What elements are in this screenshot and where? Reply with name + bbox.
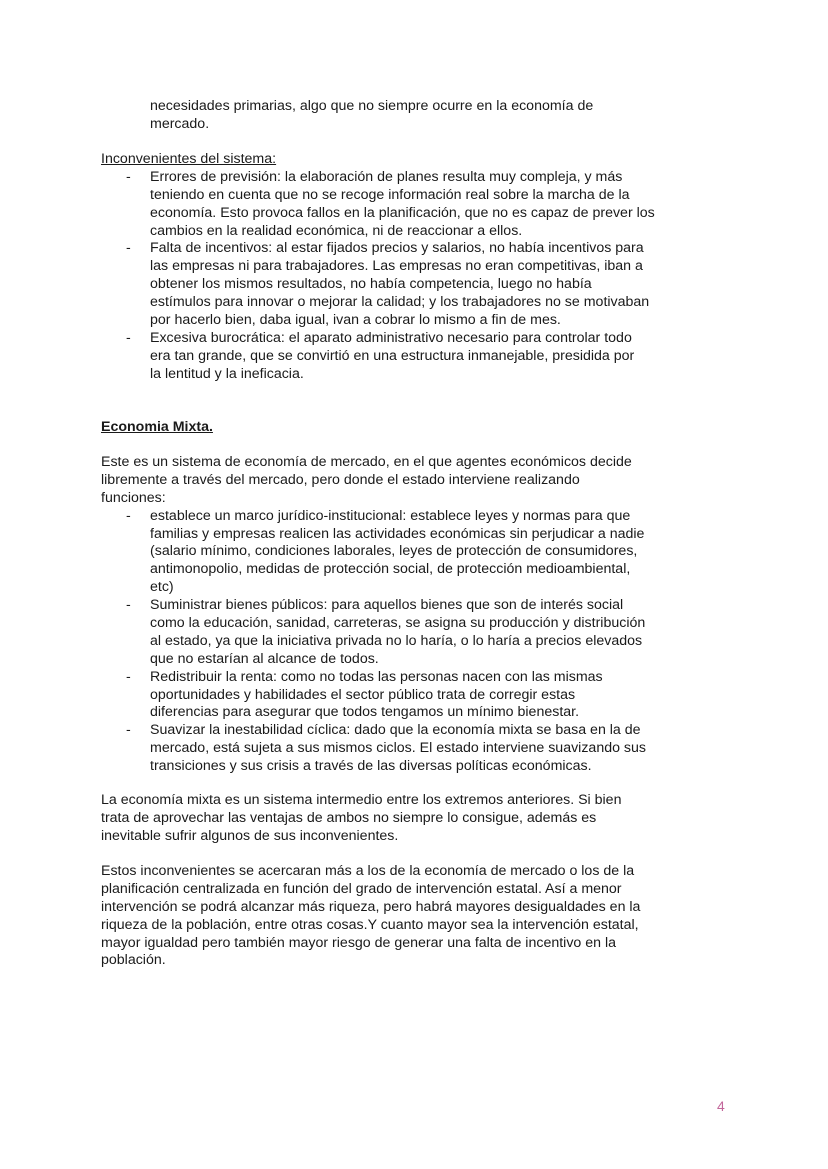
page-number: 4: [717, 1098, 725, 1114]
text-line: las empresas ni para trabajadores. Las empresas no eran competitivas, iban a: [150, 258, 643, 275]
paragraph-lines: [101, 863, 640, 970]
text-line: La economía mixta es un sistema intermedio entre los extremos anteriores. Si bien: [101, 792, 622, 808]
bullet-dash-icon: -: [126, 507, 131, 524]
list-item: [101, 330, 655, 384]
text-line: la lentitud y la ineficacia.: [150, 365, 304, 382]
text-line: riqueza de la población, entre otras cosas.Y cuanto mayor sea la intervención estatal,: [101, 916, 639, 933]
text-line: antimonopolio, medidas de protección social, de protección medioambiental,: [150, 561, 631, 578]
text-line: Excesiva burocrática: el aparato administrativo necesario para controlar todo: [150, 329, 632, 346]
list-item: [101, 508, 646, 597]
list-item: [101, 169, 655, 241]
bullet-list: [101, 508, 646, 776]
inconvenientes-section: [101, 151, 655, 384]
bullet-dash-icon: -: [126, 168, 131, 185]
bullet-dash-icon: -: [126, 329, 131, 346]
text-line: Este es un sistema de economía de mercado, en el que agentes económicos decide: [101, 454, 632, 470]
text-line: inevitable sufrir algunos de sus inconvenientes.: [101, 827, 399, 844]
text-line: (salario mínimo, condiciones laborales, leyes de protección de consumidores,: [150, 543, 638, 560]
text-line: Errores de previsión: la elaboración de planes resulta muy compleja, y más: [150, 168, 623, 185]
list-item: [101, 240, 655, 329]
text-line: libremente a través del mercado, pero donde el estado interviene realizando: [101, 471, 580, 488]
bullet-dash-icon: -: [126, 597, 131, 614]
bullet-list: [101, 169, 655, 384]
text-line: obtener los mismos resultados, no había competencia, luego no había: [150, 276, 592, 293]
text-line: población.: [101, 952, 166, 969]
text-line: Falta de incentivos: al estar fijados precios y salarios, no había incentivos para: [150, 240, 644, 257]
text-line: necesidades primarias, algo que no siempre ocurre en la economía de: [150, 98, 594, 114]
bullet-dash-icon: -: [126, 240, 131, 257]
section-heading-inconvenientes: Inconvenientes del sistema:: [101, 151, 277, 167]
text-line: mayor igualdad pero también mayor riesgo de generar una falta de incentivo en la: [101, 934, 617, 951]
text-line: familias y empresas realicen las actividades económicas sin perjudicar a nadie: [150, 525, 645, 542]
text-line: Redistribuir la renta: como no todas las personas nacen con las mismas: [150, 668, 603, 685]
text-line: mercado.: [150, 115, 210, 132]
list-item: [101, 722, 646, 776]
text-line: era tan grande, que se convirtió en una estructura inmanejable, presidida por: [150, 347, 635, 364]
text-line: transiciones y sus crisis a través de las diversas políticas económicas.: [150, 758, 592, 775]
text-line: cambios en la realidad económica, ni de reaccionar a ellos.: [150, 222, 523, 239]
paragraph-intermedio: [101, 792, 621, 846]
bullet-dash-icon: -: [126, 722, 131, 739]
text-line: teniendo en cuenta que no se recoge información real sobre la marcha de la: [150, 186, 630, 203]
list-item: [101, 597, 646, 669]
text-line: al estado, ya que la iniciativa privada no lo haría, o lo haría a precios elevados: [150, 632, 643, 649]
text-line: oportunidades y habilidades el sector público trata de corregir estas: [150, 686, 576, 703]
text-line: intervención se podrá alcanzar más riqueza, pero habrá mayores desigualdades en la: [101, 898, 641, 915]
text-line: funciones:: [101, 489, 166, 506]
text-line: que no estarían al alcance de todos.: [150, 650, 379, 667]
paragraph-lines: [101, 98, 593, 134]
paragraph-lines: [101, 792, 621, 846]
text-line: Suministrar bienes públicos: para aquellos bienes que son de interés social: [150, 597, 624, 614]
bullet-dash-icon: -: [126, 668, 131, 685]
text-line: planificación centralizada en función del grado de intervención estatal. Así a menor: [101, 880, 622, 897]
continuation-paragraph: [101, 98, 593, 134]
text-line: mercado, está sujeta a sus mismos ciclos. El estado interviene suavizando sus: [150, 740, 647, 757]
section-heading-economia-mixta: Economia Mixta.: [101, 419, 213, 435]
text-line: economía. Esto provoca fallos en la planificación, que no es capaz de prever los: [150, 204, 655, 221]
paragraph-lines: [101, 454, 646, 508]
text-line: estímulos para innovar o mejorar la calidad; y los trabajadores no se motivaban: [150, 294, 650, 311]
list-item: [101, 669, 646, 723]
text-line: Suavizar la inestabilidad cíclica: dado que la economía mixta se basa en la de: [150, 722, 641, 739]
text-line: por hacerlo bien, daba igual, ivan a cobrar lo mismo a fin de mes.: [150, 312, 561, 329]
text-line: como la educación, sanidad, carreteras, se asigna su producción y distribución: [150, 615, 646, 632]
text-line: trata de aprovechar las ventajas de ambos no siempre lo consigue, además es: [101, 809, 597, 826]
text-line: diferencias para asegurar que todos tengamos un mínimo bienestar.: [150, 704, 580, 721]
text-line: establece un marco jurídico-institucional: establece leyes y normas para que: [150, 507, 631, 524]
economia-mixta-body: [101, 454, 646, 776]
text-line: Estos inconvenientes se acercaran más a los de la economía de mercado o los de la: [101, 863, 635, 879]
paragraph-inconvenientes: [101, 863, 640, 970]
economia-mixta-section: [101, 419, 213, 437]
text-line: etc): [150, 579, 174, 596]
